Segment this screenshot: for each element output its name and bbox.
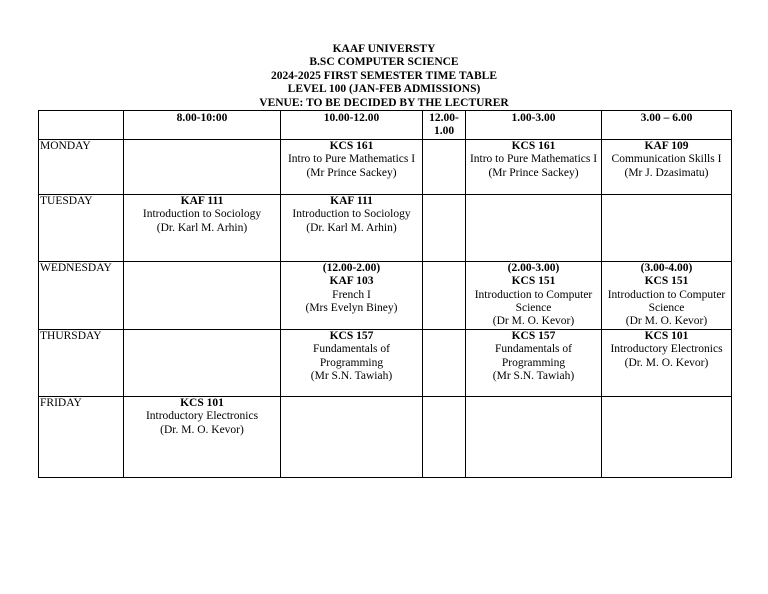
- slot-line: KCS 161: [511, 139, 556, 152]
- empty-slot: [602, 194, 732, 261]
- timetable-row: [39, 261, 732, 329]
- slot-line: Introduction to Computer Science: [607, 288, 726, 315]
- semester-title: 2024-2025 FIRST SEMESTER TIME TABLE: [270, 69, 497, 82]
- timetable-header-row: [39, 111, 732, 140]
- column-header: [39, 111, 124, 140]
- course-slot: [466, 261, 602, 329]
- programme-name: B.SC COMPUTER SCIENCE: [309, 56, 459, 69]
- slot-line: Introduction to Computer Science: [474, 288, 593, 315]
- column-header: 12.00-1.00: [423, 111, 466, 140]
- slot-line: Introductory Electronics: [610, 343, 723, 356]
- empty-slot: [124, 261, 281, 329]
- timetable-row: [39, 329, 732, 396]
- slot-line: KAF 103: [329, 275, 374, 288]
- day-label: THURSDAY: [39, 329, 124, 396]
- slot-line: KCS 101: [644, 329, 689, 342]
- timetable-header: [0, 43, 768, 110]
- timetable-row: [39, 139, 732, 194]
- course-slot: [602, 329, 732, 396]
- empty-slot: [602, 396, 732, 477]
- slot-line: (12.00-2.00): [322, 261, 381, 274]
- slot-line: Introduction to Sociology: [292, 208, 411, 221]
- slot-line: French I: [332, 288, 371, 301]
- timetable: [38, 110, 732, 478]
- slot-line: KCS 151: [644, 275, 689, 288]
- slot-line: (Mr S.N. Tawiah): [310, 370, 393, 383]
- slot-line: KAF 111: [180, 194, 224, 207]
- empty-slot: [124, 139, 281, 194]
- empty-slot: [466, 396, 602, 477]
- slot-line: (3.00-4.00): [640, 261, 693, 274]
- timetable-row: [39, 396, 732, 477]
- slot-line: Intro to Pure Mathematics I: [287, 153, 416, 166]
- course-slot: [281, 329, 423, 396]
- level-title: LEVEL 100 (JAN-FEB ADMISSIONS): [287, 83, 481, 96]
- course-slot: [124, 194, 281, 261]
- slot-line: (Dr M. O. Kevor): [625, 315, 708, 328]
- slot-line: (Dr. M. O. Kevor): [624, 356, 709, 369]
- slot-line: (Mr S.N. Tawiah): [492, 370, 575, 383]
- course-slot: [281, 194, 423, 261]
- slot-line: (Mr Prince Sackey): [306, 166, 397, 179]
- day-label: FRIDAY: [39, 396, 124, 477]
- column-header: 8.00-10:00: [124, 111, 281, 140]
- course-slot: [466, 139, 602, 194]
- slot-line: (Dr M. O. Kevor): [492, 315, 575, 328]
- slot-line: Fundamentals of Programming: [495, 343, 572, 369]
- day-label: MONDAY: [39, 139, 124, 194]
- slot-line: Introduction to Sociology: [142, 208, 262, 221]
- column-header: 3.00 – 6.00: [602, 111, 732, 140]
- slot-line: (2.00-3.00): [507, 261, 560, 274]
- course-slot: [466, 329, 602, 396]
- course-slot: [281, 139, 423, 194]
- slot-line: KCS 157: [511, 329, 556, 342]
- slot-line: Introductory Electronics: [145, 410, 259, 423]
- empty-slot: [423, 396, 466, 477]
- venue-note: VENUE: TO BE DECIDED BY THE LECTURER: [259, 96, 509, 109]
- empty-slot: [124, 329, 281, 396]
- course-slot: [602, 139, 732, 194]
- slot-line: (Dr. Karl M. Arhin): [156, 221, 248, 234]
- slot-line: (Mr J. Dzasimatu): [624, 166, 709, 179]
- empty-slot: [466, 194, 602, 261]
- timetable-row: [39, 194, 732, 261]
- slot-line: KAF 111: [330, 194, 373, 207]
- slot-line: (Dr. M. O. Kevor): [160, 423, 244, 436]
- course-slot: [124, 396, 281, 477]
- empty-slot: [423, 194, 466, 261]
- column-header: 10.00-12.00: [281, 111, 423, 140]
- day-label: TUESDAY: [39, 194, 124, 261]
- slot-line: KAF 109: [644, 139, 689, 152]
- slot-line: KCS 161: [329, 139, 374, 152]
- course-slot: [602, 261, 732, 329]
- empty-slot: [423, 261, 466, 329]
- slot-line: Intro to Pure Mathematics I: [469, 153, 598, 166]
- empty-slot: [423, 329, 466, 396]
- day-label: WEDNESDAY: [39, 261, 124, 329]
- university-name: KAAF UNIVERSTY: [332, 43, 436, 55]
- slot-line: KCS 157: [329, 329, 374, 342]
- slot-line: Fundamentals of Programming: [313, 343, 390, 369]
- slot-line: (Dr. Karl M. Arhin): [306, 221, 397, 234]
- empty-slot: [423, 139, 466, 194]
- empty-slot: [281, 396, 423, 477]
- slot-line: KCS 151: [511, 275, 556, 288]
- column-header: 1.00-3.00: [466, 111, 602, 140]
- slot-line: (Mr Prince Sackey): [488, 166, 579, 179]
- slot-line: KCS 101: [180, 396, 224, 409]
- course-slot: [281, 261, 423, 329]
- slot-line: (Mrs Evelyn Biney): [305, 302, 398, 315]
- slot-line: Communication Skills I: [611, 153, 722, 166]
